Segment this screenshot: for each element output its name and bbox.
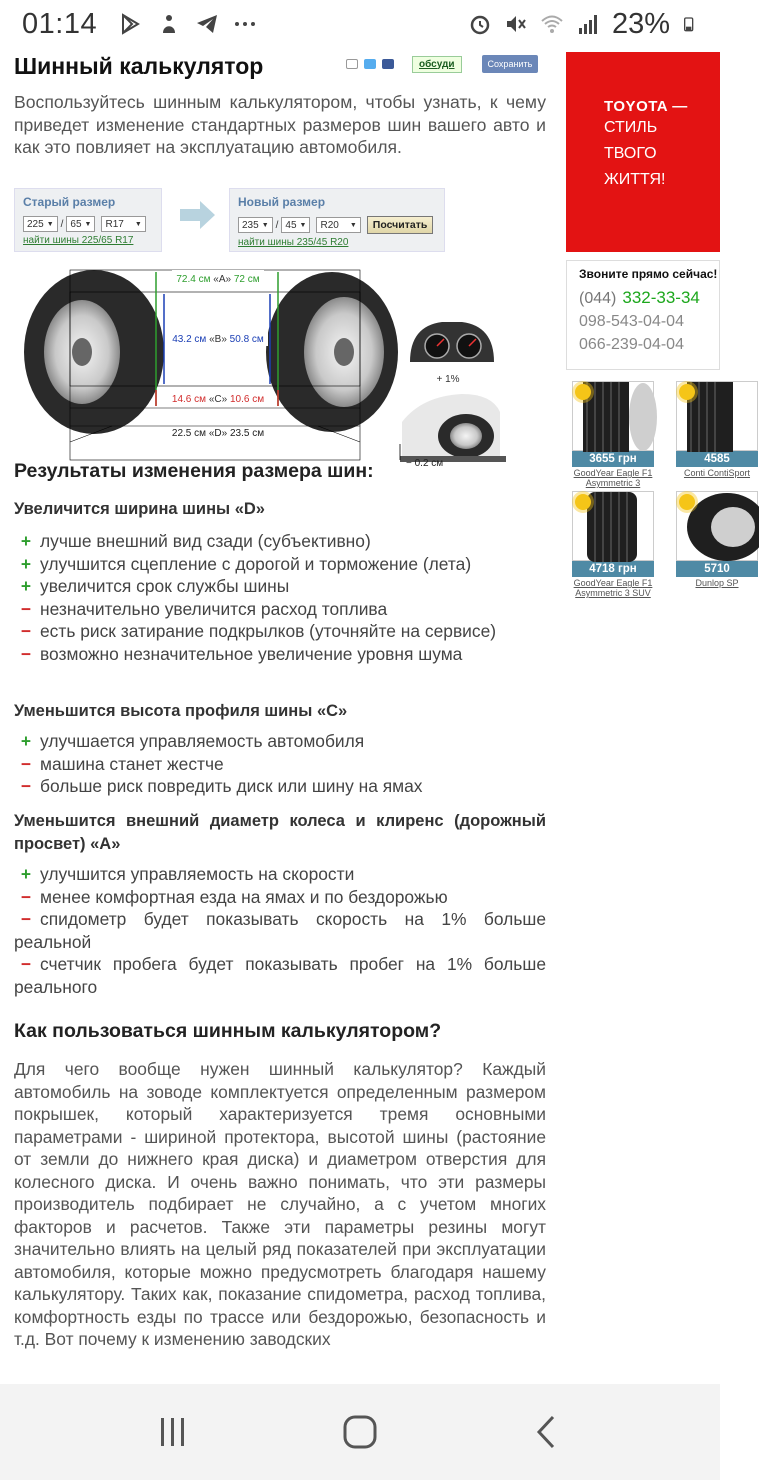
robot-icon [157, 12, 181, 36]
plus-icon: + [20, 864, 32, 884]
home-button[interactable] [330, 1402, 390, 1462]
old-size-box: Старый размер 225 ▼ / 65 ▼ R17 ▼ найти шины 225/65 R17 [14, 188, 162, 252]
phone-2[interactable]: 098-543-04-04 [579, 313, 684, 330]
ad-line: ТВОГО [604, 145, 657, 162]
new-size-box: Новый размер 235 ▼ / 45 ▼ R20 ▼ Посчитать найти шины 235/45 R20 [229, 188, 445, 252]
tire-name[interactable]: GoodYear Eagle F1 Asymmetric 3 [573, 468, 653, 488]
speedometer-icon [410, 322, 494, 362]
tire-image [676, 491, 758, 561]
alarm-icon [468, 12, 492, 36]
list-item: − менее комфортная езда на ямах и по бездорожью [14, 886, 546, 909]
more-dots-icon [233, 12, 257, 36]
toyota-ad-banner[interactable] [566, 52, 720, 252]
tire-product-card[interactable] [572, 381, 654, 488]
list-item: + увеличится срок службы шины [14, 575, 546, 598]
plus-icon: + [20, 553, 32, 574]
old-width-select[interactable]: 225 ▼ [23, 216, 58, 232]
clearance-change: − 0.2 см [406, 458, 444, 469]
dropdown-arrow-icon: ▼ [349, 221, 357, 229]
battery-percent: 23% [611, 7, 670, 40]
tire-name[interactable]: Conti ContiSport [683, 468, 751, 478]
group-list [14, 730, 546, 798]
recent-apps-button[interactable] [143, 1402, 203, 1462]
navigation-bar [0, 1384, 720, 1480]
tire-name[interactable]: GoodYear Eagle F1 Asymmetric 3 SUV [573, 578, 653, 598]
howto-text: Для чего вообще нужен шинный калькулятор? Каждый автомобиль на зоводе комплектуется определенным размером покрышек, который характеризуется тремя основными параметрами - шириной протектора, высотой шины (растояние от земли до нижнего края диска) и диаметром отверстия для колесного диска. И очень важно понимать, что эти размеры производитель подбирает не случайно, а с учетом многих факторов и расчетов. Также эти параметры резины могут значительно влиять на целый ряд показателей при эксплуатации автомобиля, которые можно предусмотреть благодаря нашему калькулятору. Таких как, показание спидометра, расход топлива, комфортность езды по трассе или бездорожью, безопасность и т.д. Вот почему к изменению заводских [14, 1059, 546, 1349]
svg-text:43.2 см «B» 50.8 см: 43.2 см «B» 50.8 см [172, 334, 264, 345]
convert-arrow-icon [180, 200, 216, 230]
old-tire-image [24, 270, 164, 434]
list-item: − незначительно увеличится расход топлива [14, 598, 546, 621]
tire-comparison-diagram [22, 266, 508, 469]
battery-icon [682, 12, 698, 36]
calculate-button[interactable]: Посчитать [367, 216, 434, 234]
svg-text:14.6 см «C» 10.6 см: 14.6 см «C» 10.6 см [171, 394, 265, 405]
phone-3[interactable]: 066-239-04-04 [579, 336, 684, 353]
new-rim-select[interactable]: R20 ▼ [316, 217, 360, 233]
old-size-label: Старый размер [23, 195, 116, 209]
tire-image [572, 491, 654, 561]
call-box [566, 260, 720, 370]
page-title: Шинный калькулятор [14, 53, 264, 79]
twitter-share-icon[interactable] [364, 59, 376, 69]
new-size-link[interactable]: найти шины 235/45 R20 [238, 237, 349, 248]
group-list [14, 530, 546, 665]
signal-icon [576, 12, 600, 36]
tire-name[interactable]: Dunlop SP [695, 578, 739, 588]
group-list [14, 863, 546, 998]
wifi-icon [540, 12, 564, 36]
new-width-select[interactable]: 235 ▼ [238, 217, 273, 233]
tire-product-card[interactable] [572, 491, 654, 598]
tire-product-card[interactable] [676, 381, 758, 478]
group-heading: Увеличится ширина шины «D» [14, 500, 265, 518]
email-share-icon[interactable] [346, 59, 358, 69]
call-title: Звоните прямо сейчас! [579, 267, 718, 281]
list-item: − возможно незначительное увеличение уровня шума [14, 643, 546, 666]
notification-icons [119, 12, 257, 36]
old-size-link[interactable]: найти шины 225/65 R17 [23, 235, 134, 246]
status-bar [0, 0, 720, 48]
speedometer-change: + 1% [436, 374, 460, 385]
summer-sun-icon [575, 384, 591, 400]
minus-icon: − [20, 643, 32, 664]
svg-text:22.5 см «D» 23.5 см: 22.5 см «D» 23.5 см [171, 428, 265, 439]
ad-line: СТИЛЬ [604, 119, 658, 136]
new-profile-select[interactable]: 45 ▼ [281, 217, 310, 233]
minus-icon: − [20, 886, 32, 907]
tire-price: 5710 [676, 561, 758, 577]
list-item: − больше риск повредить диск или шину на ямах [14, 775, 546, 798]
minus-icon: − [20, 776, 32, 796]
svg-text:72.4 см «A» 72 см: 72.4 см «A» 72 см [176, 274, 260, 285]
summer-sun-icon [679, 384, 695, 400]
minus-icon: − [20, 753, 32, 774]
results-title: Результаты изменения размера шин: [14, 460, 374, 482]
discuss-button[interactable]: обсуди [412, 56, 462, 73]
list-item: + лучше внешний вид сзади (субъективно) [14, 530, 546, 553]
back-button[interactable] [517, 1402, 577, 1462]
list-item: − спидометр будет показывать скорость на 1% больше реальной [14, 909, 546, 952]
list-item: − есть риск затирание подкрылков (уточняйте на сервисе) [14, 620, 546, 643]
main-phone[interactable]: (044) 332-33-34 [579, 288, 700, 307]
old-profile-select[interactable]: 65 ▼ [66, 216, 95, 232]
list-item: − счетчик пробега будет показывать пробег на 1% больше реального [14, 954, 546, 997]
plus-icon: + [20, 531, 32, 551]
facebook-share-icon[interactable] [382, 59, 394, 69]
play-store-icon [119, 12, 143, 36]
new-size-label: Новый размер [238, 195, 326, 209]
mute-icon [504, 12, 528, 36]
plus-icon: + [20, 731, 32, 751]
share-row [346, 55, 538, 73]
tire-price: 4585 [676, 451, 758, 467]
summer-sun-icon [575, 494, 591, 510]
home-icon [342, 1414, 378, 1450]
ad-line: ЖИТТЯ! [604, 171, 666, 188]
minus-icon: − [20, 598, 32, 619]
plus-icon: + [20, 576, 32, 596]
dropdown-arrow-icon: ▼ [134, 220, 142, 228]
recent-apps-icon [157, 1416, 189, 1448]
status-time: 01:14 [22, 7, 98, 40]
minus-icon: − [20, 909, 32, 929]
tire-image [572, 381, 654, 451]
summer-sun-icon [679, 494, 695, 510]
ad-brand: TOYOTA — [604, 98, 688, 115]
save-button[interactable]: Сохранить [482, 55, 539, 73]
minus-icon: − [20, 954, 32, 974]
tire-image [676, 381, 758, 451]
group-heading: Уменьшится внешний диаметр колеса и клиренс (дорожный просвет) «A» [14, 812, 546, 853]
tire-product-card[interactable] [676, 491, 758, 588]
tire-price: 3655 грн [572, 451, 654, 467]
minus-icon: − [20, 621, 32, 641]
back-icon [533, 1414, 561, 1450]
system-icons [468, 8, 698, 41]
dropdown-arrow-icon: ▼ [84, 220, 92, 228]
car-clearance-image [400, 394, 506, 462]
telegram-icon [195, 12, 219, 36]
intro-text: Воспользуйтесь шинным калькулятором, чтобы узнать, к чему приведет изменение стандартных размеров шин вашего авто и как это повлияет на эксплуатацию автомобиля. [14, 92, 546, 157]
dropdown-arrow-icon: ▼ [299, 221, 307, 229]
list-item: + улучшается управляемость автомобиля [14, 730, 546, 753]
dropdown-arrow-icon: ▼ [261, 221, 269, 229]
old-rim-select[interactable]: R17 ▼ [101, 216, 145, 232]
list-item: + улучшится управляемость на скорости [14, 863, 546, 886]
tire-price: 4718 грн [572, 561, 654, 577]
list-item: − машина станет жестче [14, 753, 546, 776]
group-heading: Уменьшится высота профиля шины «C» [14, 702, 348, 720]
howto-title: Как пользоваться шинным калькулятором? [14, 1020, 442, 1042]
dropdown-arrow-icon: ▼ [46, 220, 54, 228]
list-item: + улучшится сцепление с дорогой и торможение (лета) [14, 553, 546, 576]
